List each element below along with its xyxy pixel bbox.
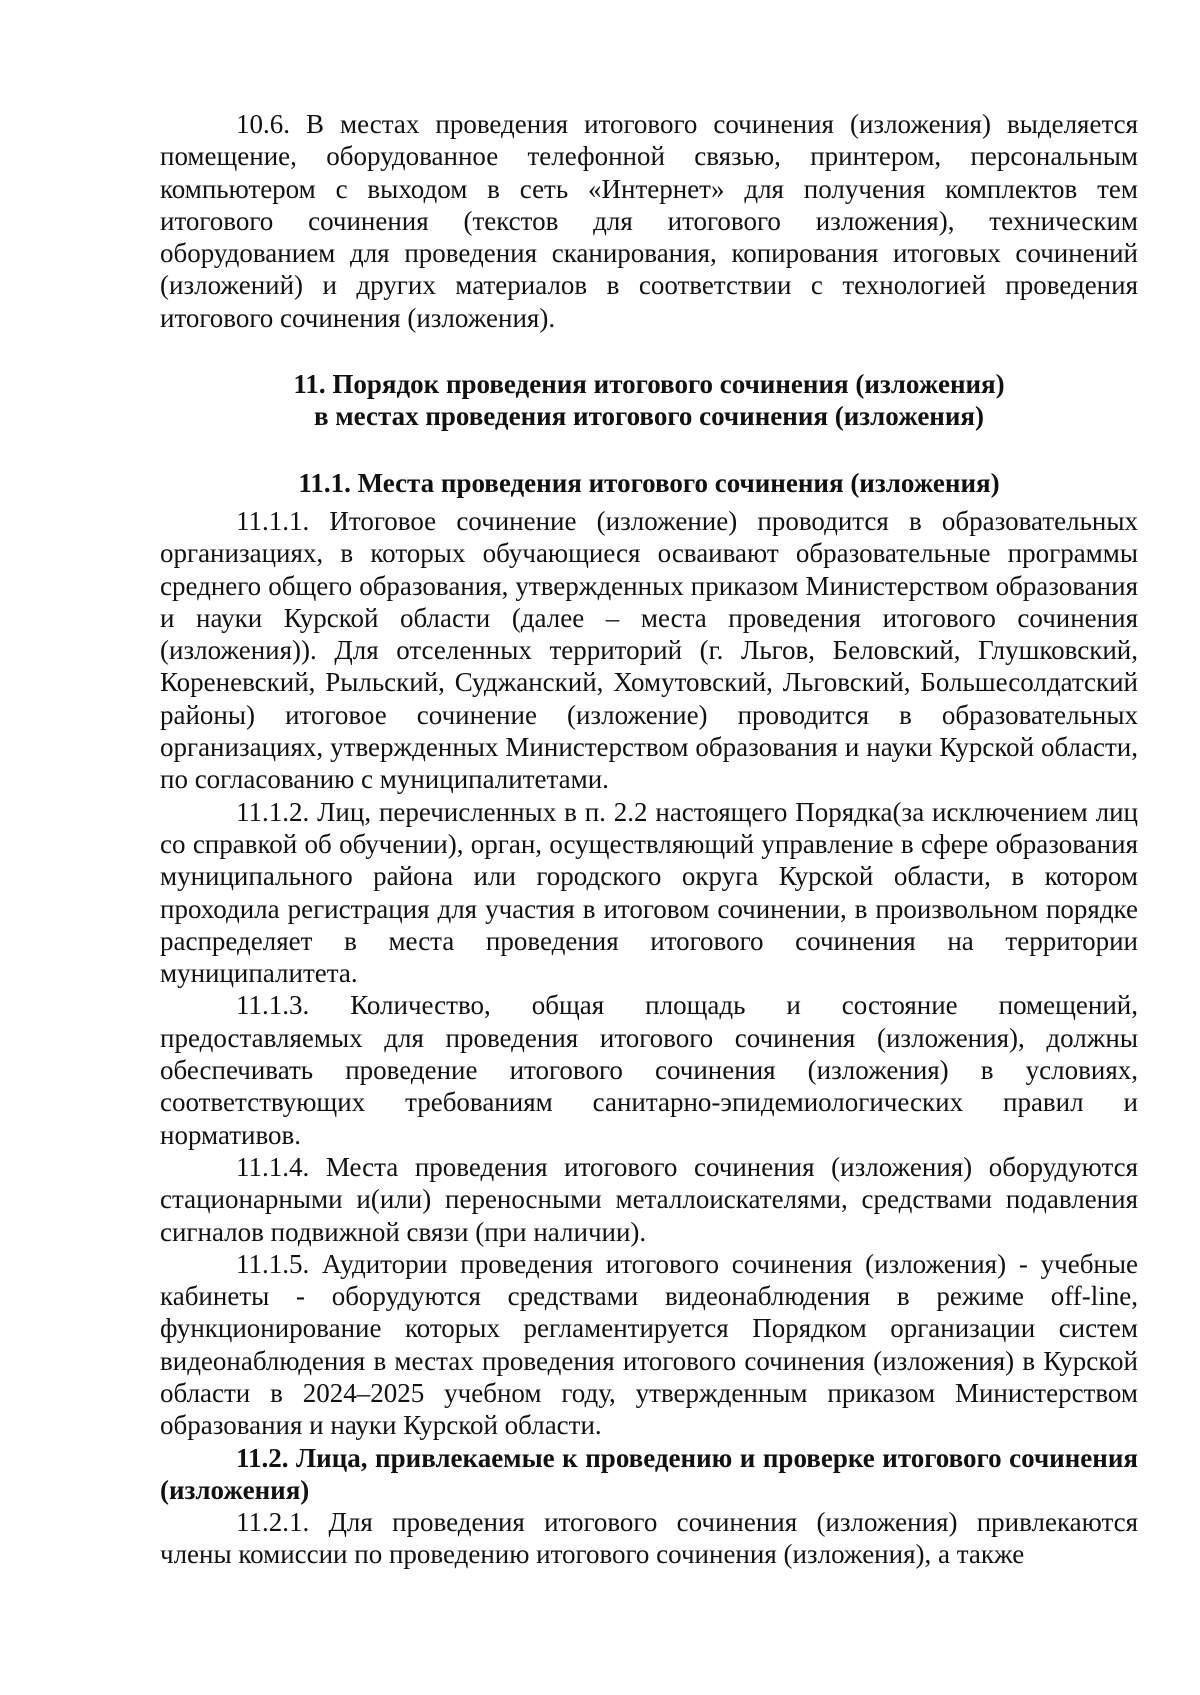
paragraph-10-6: 10.6. В местах проведения итогового сочинения (изложения) выделяется помещение, оборудованное телефонной связью, принтером, персональным компьютером с выходом в сеть «Интернет» для получения комплектов тем итогового сочинения (текстов для итогового изложения), техническим оборудованием для проведения сканирования, копирования итоговых сочинений (изложений) и других материалов в соответствии с технологией проведения итогового сочинения (изложения). [160, 109, 1138, 333]
subsection-11-2-title: 11.2. Лица, привлекаемые к проведению и проверке итогового сочинения (изложения) [160, 1442, 1138, 1505]
section-11-title-line1: 11. Порядок проведения итогового сочинения (изложения) [293, 369, 1005, 400]
paragraph-11-1-5: 11.1.5. Аудитории проведения итогового сочинения (изложения) - учебные кабинеты - оборудуются средствами видеонаблюдения в режиме off-line, функционирование которых регламентируется Порядком организации систем видеонаблюдения в местах проведения итогового сочинения (изложения) в Курской области в 2024–2025 учебном году, утвержденным приказом Министерством образования и науки Курской области. [160, 1248, 1138, 1441]
document-page [160, 108, 1138, 1571]
paragraph-11-1-3: 11.1.3. Количество, общая площадь и состояние помещений, предоставляемых для проведения итогового сочинения (изложения), должны обеспечивать проведение итогового сочинения (изложения) в условиях, соответствующих требованиям санитарно-эпидемиологических правил и нормативов. [160, 990, 1138, 1150]
section-11-title-line2: в местах проведения итогового сочинения (изложения) [313, 401, 985, 432]
paragraph-11-1-1: 11.1.1. Итоговое сочинение (изложение) проводится в образовательных организациях, в которых обучающиеся осваивают образовательные программы среднего общего образования, утвержденных приказом Министерством образования и науки Курской области (далее – места проведения итогового сочинения (изложения)). Для отселенных территорий (г. Льгов, Беловский, Глушковский, Кореневский, Рыльский, Суджанский, Хомутовский, Льговский, Большесолдатский районы) итоговое сочинение (изложение) проводится в образовательных организациях, утвержденных Министерством образования и науки Курской области, по согласованию с муниципалитетами. [160, 505, 1138, 795]
paragraph-11-1-4: 11.1.4. Места проведения итогового сочинения (изложения) оборудуются стационарными и(или) переносными металлоискателями, средствами подавления сигналов подвижной связи (при наличии). [160, 1151, 1138, 1247]
section-11-heading [160, 368, 1138, 433]
paragraph-11-1-2: 11.1.2. Лиц, перечисленных в п. 2.2 настоящего Порядка(за исключением лиц со справкой об обучении), орган, осуществляющий управление в сфере образования муниципального района или городского округа Курской области, в котором проходила регистрация для участия в итоговом сочинении, в произвольном порядке распределяет в места проведения итогового сочинения на территории муниципалитета. [160, 796, 1138, 989]
paragraph-11-2-1: 11.2.1. Для проведения итогового сочинения (изложения) привлекаются члены комиссии по проведению итогового сочинения (изложения), а также [160, 1507, 1138, 1570]
subsection-11-1-title: 11.1. Места проведения итогового сочинения (изложения) [298, 467, 1000, 498]
